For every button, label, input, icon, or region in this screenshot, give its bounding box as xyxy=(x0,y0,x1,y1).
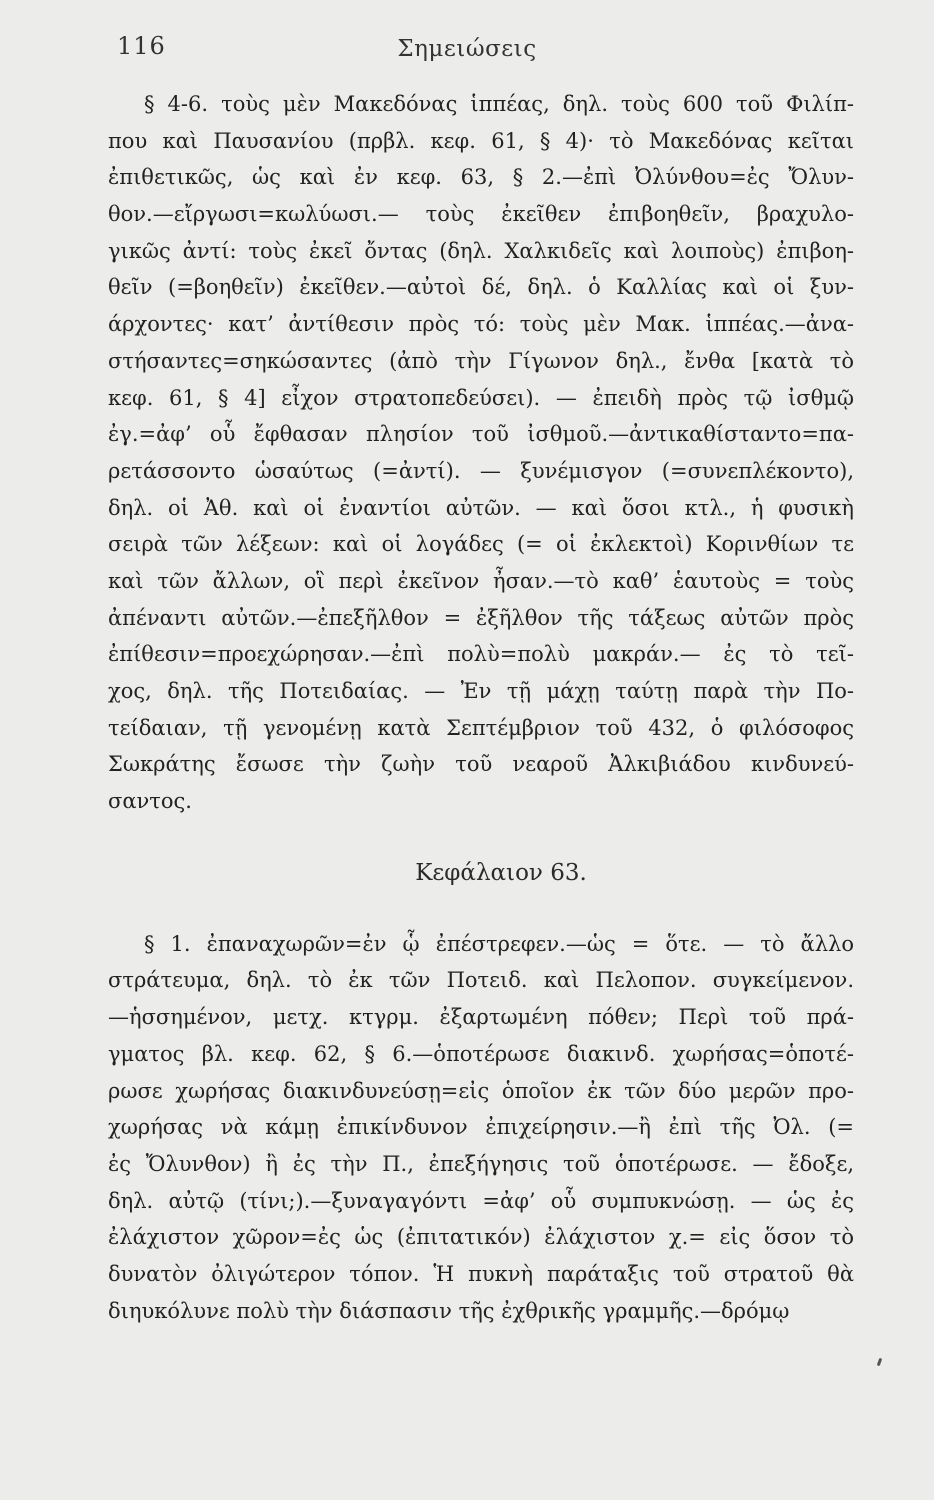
page-number: 116 xyxy=(117,32,166,60)
text-line: Σωκράτης ἔσωσε τὴν ζωὴν τοῦ νεαροῦ Ἀλκιβιάδου κινδυνεύ- xyxy=(108,752,854,777)
notes-body xyxy=(108,86,854,1329)
text-line: χος, δηλ. τῆς Ποτειδαίας. — Ἐν τῇ μάχῃ ταύτῃ παρὰ τὴν Πο- xyxy=(108,679,854,703)
text-line: ἐγ.=ἀφ’ οὗ ἔφθασαν πλησίον τοῦ ἰσθμοῦ.—ἀντικαθίσταντο=πα- xyxy=(108,422,854,447)
text-line: δηλ. οἱ Ἀθ. καὶ οἱ ἐναντίοι αὐτῶν. — καὶ ὅσοι κτλ., ἡ φυσικὴ xyxy=(108,495,854,520)
chapter-heading: Κεφάλαιον 63. xyxy=(415,859,587,886)
text-line: ρετάσσοντο ὡσαύτως (=ἀντί). — ξυνέμισγον (=συνεπλέκοντο), xyxy=(108,458,854,483)
running-title: Σημειώσεις xyxy=(397,36,537,62)
text-line: γματος βλ. κεφ. 62, § 6.—ὁποτέρωσε διακινδ. χωρήσας=ὁποτέ- xyxy=(108,1041,854,1066)
text-line: § 1. ἐπαναχωρῶν=ἐν ᾧ ἐπέστρεφεν.—ὡς = ὅτε. — τὸ ἄλλο xyxy=(144,931,854,956)
page-header xyxy=(0,28,934,68)
text-line: ἐς Ὄλυνθον) ἢ ἐς τὴν Π., ἐπεξήγησις τοῦ ὁποτέρωσε. — ἔδοξε, xyxy=(108,1151,854,1176)
text-line: χωρήσας νὰ κάμῃ ἐπικίνδυνον ἐπιχείρησιν.—ἢ ἐπὶ τῆς Ὀλ. (= xyxy=(108,1115,854,1140)
section-notes-chapter-62 xyxy=(108,86,854,820)
text-line: δηλ. αὐτῷ (τίνι;).—ξυναγαγόντι =ἀφ’ οὗ συμπυκνώσῃ. — ὡς ἐς xyxy=(108,1188,854,1213)
ink-speck xyxy=(877,1358,883,1367)
text-line: γικῶς ἀντί: τοὺς ἐκεῖ ὄντας (δηλ. Χαλκιδεῖς καὶ λοιποὺς) ἐπιβοη- xyxy=(108,238,854,263)
text-line: § 4-6. τοὺς μὲν Μακεδόνας ἱππέας, δηλ. τοὺς 600 τοῦ Φιλίπ- xyxy=(144,92,854,116)
text-line: θεῖν (=βοηθεῖν) ἐκεῖθεν.—αὐτοὶ δέ, δηλ. ὁ Καλλίας καὶ οἱ ξυν- xyxy=(108,275,854,300)
text-line: στράτευμα, δηλ. τὸ ἐκ τῶν Ποτειδ. καὶ Πελοπον. συγκείμενον. xyxy=(108,968,854,993)
text-line: ἀπέναντι αὐτῶν.—ἐπεξῆλθον = ἐξῆλθον τῆς τάξεως αὐτῶν πρὸς xyxy=(108,605,854,630)
text-line: κεφ. 61, § 4] εἶχον στρατοπεδεύσει). — ἐπειδὴ πρὸς τῷ ἰσθμῷ xyxy=(108,385,854,410)
text-line: στήσαντες=σηκώσαντες (ἀπὸ τὴν Γίγωνον δηλ., ἔνθα [κατὰ τὸ xyxy=(108,348,854,373)
text-line: σειρὰ τῶν λέξεων: καὶ οἱ λογάδες (= οἱ ἐκλεκτοὶ) Κορινθίων τε xyxy=(108,532,854,557)
text-line: —ἡσσημένον, μετχ. κτγρμ. ἐξαρτωμένη πόθεν; Περὶ τοῦ πρά- xyxy=(108,1005,854,1030)
text-line: που καὶ Παυσανίου (πρβλ. κεφ. 61, § 4)· τὸ Μακεδόνας κεῖται xyxy=(108,128,854,153)
text-line: σαντος. xyxy=(108,789,192,814)
text-line: άρχοντες· κατ’ ἀντίθεσιν πρὸς τό: τοὺς μὲν Μακ. ἱππέας.—ἀνα- xyxy=(108,312,854,337)
text-line: ἐλάχιστον χῶρον=ἐς ὡς (ἐπιτατικόν) ἐλάχιστον χ.= εἰς ὅσον τὸ xyxy=(108,1225,854,1250)
text-line: ἐπίθεσιν=προεχώρησαν.—ἐπὶ πολὺ=πολὺ μακράν.— ἐς τὸ τεῖ- xyxy=(108,642,854,667)
text-line: δυνατὸν ὀλιγώτερον τόπον. Ἡ πυκνὴ παράταξις τοῦ στρατοῦ θὰ xyxy=(108,1261,854,1286)
text-line: ρωσε χωρήσας διακινδυνεύσῃ=εἰς ὁποῖον ἐκ τῶν δύο μερῶν προ- xyxy=(108,1078,854,1103)
text-line: τείδαιαν, τῇ γενομένῃ κατὰ Σεπτέμβριον τοῦ 432, ὁ φιλόσοφος xyxy=(108,715,854,740)
text-line: θον.—εἴργωσι=κωλύωσι.— τοὺς ἐκεῖθεν ἐπιβοηθεῖν, βραχυλο- xyxy=(108,202,854,227)
text-line: καὶ τῶν ἄλλων, οἳ περὶ ἐκεῖνον ἦσαν.—τὸ καθ’ ἑαυτοὺς = τοὺς xyxy=(108,568,854,593)
section-notes-chapter-63 xyxy=(108,926,854,1330)
text-line: ἐπιθετικῶς, ὡς καὶ ἐν κεφ. 63, § 2.—ἐπὶ Ὀλύνθου=ἐς Ὄλυν- xyxy=(108,165,854,190)
text-line: διηυκόλυνε πολὺ τὴν διάσπασιν τῆς ἐχθρικῆς γραμμῆς.—δρόμῳ xyxy=(108,1298,790,1323)
